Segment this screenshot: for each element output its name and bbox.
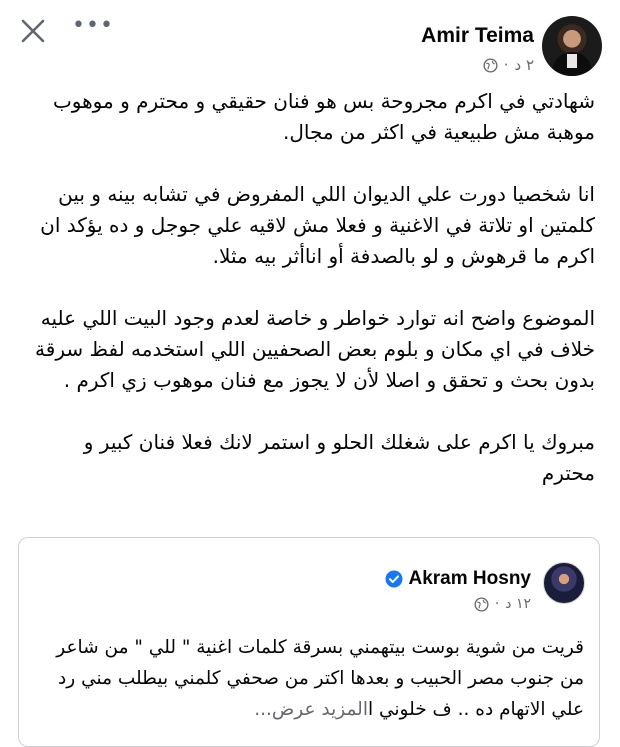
post-header: [0, 0, 620, 80]
more-icon[interactable]: •••: [72, 13, 114, 38]
shared-author-avatar[interactable]: [543, 562, 585, 604]
shared-post-text: قريت من شوية بوست بيتهمني بسرقة كلمات اغنية " للي " من شاعر من جنوب مصر الحبيب و بعدها اكتر من صحفي كلمني بيطلب مني رد علي الاتهام ده .. ف خلوني ا: [56, 637, 584, 720]
avatar-shirt: [567, 54, 577, 68]
post-timestamp[interactable]: ٢ د: [514, 56, 534, 74]
shared-author-header: [385, 568, 532, 590]
shared-post-card[interactable]: [18, 537, 600, 747]
close-icon[interactable]: [20, 18, 46, 44]
shared-post-meta: [474, 596, 531, 612]
globe-icon: [474, 597, 489, 612]
shared-post-body: [39, 632, 584, 725]
see-more-link[interactable]: المزيد عرض...: [254, 699, 368, 720]
author-name[interactable]: Amir Teima: [421, 24, 534, 47]
author-avatar[interactable]: [542, 16, 602, 76]
meta-separator: ·: [503, 56, 509, 74]
post-meta: [483, 56, 534, 74]
globe-icon: [483, 58, 498, 73]
shared-post-timestamp[interactable]: ١٢ د: [505, 596, 531, 612]
verified-badge-icon: [385, 570, 403, 588]
shared-meta-separator: ·: [494, 596, 500, 612]
post-body: شهادتي في اكرم مجروحة بس هو فنان حقيقي و محترم و موهوب موهبة مش طبيعية في اكثر من مجال. انا شخصيا دورت علي الديوان اللي المفروض في تشابه بينه و بين كلمتين او تلاتة في الاغنية و فعلا مش لاقيه علي جوجل و ده يؤكد ان اكرم ما قرهوش و لو بالصدفة أو اناأثر بيه مثلا. الموضوع واضح انه توارد خواطر و خاصة لعدم وجود البيت اللي عليه خلاف في اي مكان و بلوم بعض الصحفيين اللي استخدمه لفظ سرقة بدون بحث و تحقق و اصلا لأن لا يجوز مع فنان موهوب زي اكرم . مبروك يا اكرم على شغلك الحلو و استمر لانك فعلا فنان كبير و محترم: [35, 89, 595, 485]
shared-author-name[interactable]: Akram Hosny: [408, 568, 531, 589]
